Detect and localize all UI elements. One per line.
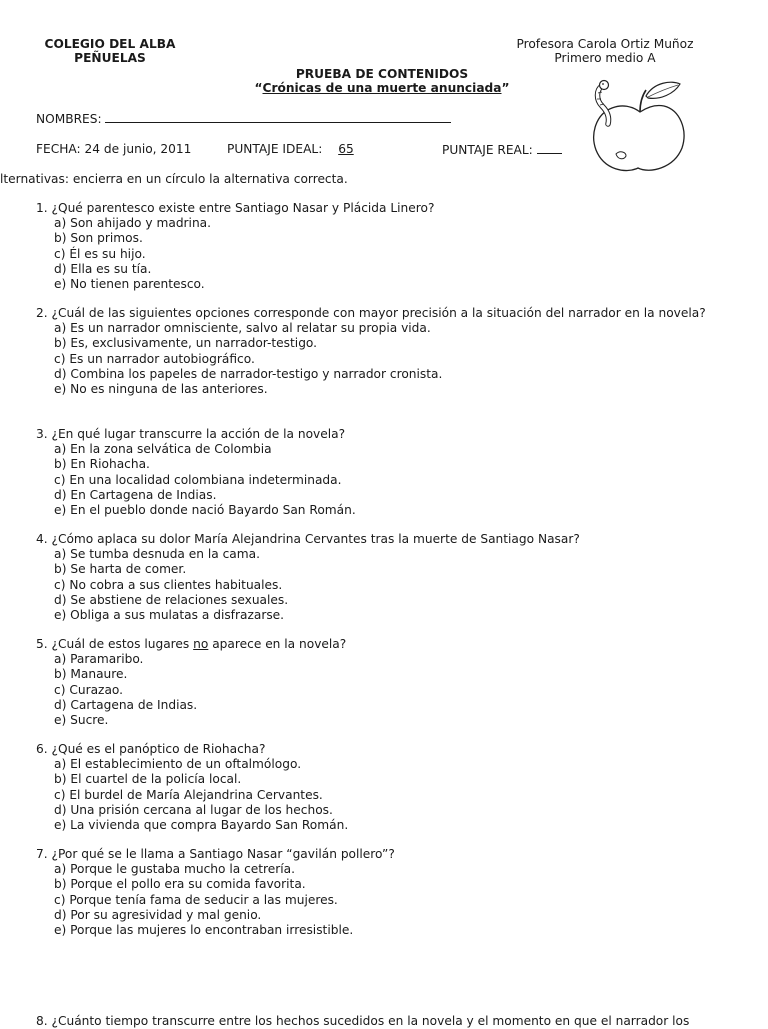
option-b[interactable]: b) El cuartel de la policía local.	[54, 772, 242, 787]
school-name-line1: COLEGIO DEL ALBA	[44, 37, 176, 51]
option-a[interactable]: a) Paramaribo.	[54, 652, 144, 667]
option-a[interactable]: a) Son ahijado y madrina.	[54, 216, 212, 231]
question-text: 2. ¿Cuál de las siguientes opciones corresponde con mayor precisión a la situación del narrador en la novela?	[36, 306, 706, 320]
option-c[interactable]: c) El burdel de María Alejandrina Cervantes.	[54, 787, 323, 802]
option-d[interactable]: d) En Cartagena de Indias.	[54, 487, 217, 502]
option-a[interactable]: a) El establecimiento de un oftalmólogo.	[54, 757, 302, 772]
option-d[interactable]: d) Una prisión cercana al lugar de los hechos.	[54, 802, 333, 817]
question-text-before: 5. ¿Cuál de estos lugares	[36, 637, 194, 651]
question-6	[36, 742, 733, 833]
question-text: 1. ¿Qué parentesco existe entre Santiago Nasar y Plácida Linero?	[36, 201, 435, 215]
option-e[interactable]: e) Obliga a sus mulatas a disfrazarse.	[54, 608, 285, 623]
option-b[interactable]: b) Manaure.	[54, 667, 128, 682]
option-d[interactable]: d) Por su agresividad y mal genio.	[54, 907, 262, 922]
option-a[interactable]: a) En la zona selvática de Colombia	[54, 442, 272, 457]
question-2	[36, 306, 733, 397]
instructions: lternativas: encierra en un círculo la alternativa correcta.	[0, 172, 348, 186]
option-e[interactable]: e) Sucre.	[54, 713, 109, 728]
question-text-underlined: no	[193, 637, 209, 651]
option-a[interactable]: a) Porque le gustaba mucho la cetrería.	[54, 862, 296, 877]
question-text: 3. ¿En qué lugar transcurre la acción de la novela?	[36, 427, 346, 441]
option-c[interactable]: c) No cobra a sus clientes habituales.	[54, 577, 283, 592]
question-text-after: aparece en la novela?	[208, 637, 347, 651]
question-5	[36, 637, 733, 728]
ideal-score-value: 65	[338, 142, 354, 156]
question-3	[36, 427, 733, 518]
question-text: 7. ¿Por qué se le llama a Santiago Nasar “gavilán pollero”?	[36, 847, 395, 861]
school-name-line2: PEÑUELAS	[74, 51, 146, 65]
teacher-name: Profesora Carola Ortiz Muñoz	[516, 37, 694, 51]
option-e[interactable]: e) No es ninguna de las anteriores.	[54, 382, 268, 397]
question-text: 4. ¿Cómo aplaca su dolor María Alejandrina Cervantes tras la muerte de Santiago Nasar?	[36, 532, 580, 546]
option-b[interactable]: b) Son primos.	[54, 231, 143, 246]
option-d[interactable]: d) Ella es su tía.	[54, 261, 152, 276]
option-b[interactable]: b) En Riohacha.	[54, 457, 150, 472]
book-title	[212, 81, 552, 96]
question-text	[36, 637, 733, 652]
names-blank-line[interactable]	[105, 111, 451, 123]
option-d[interactable]: d) Cartagena de Indias.	[54, 697, 198, 712]
option-b[interactable]: b) Es, exclusivamente, un narrador-testigo.	[54, 336, 318, 351]
question-text: 6. ¿Qué es el panóptico de Riohacha?	[36, 742, 266, 756]
option-e[interactable]: e) En el pueblo donde nació Bayardo San Román.	[54, 503, 356, 518]
option-b[interactable]: b) Se harta de comer.	[54, 562, 187, 577]
names-label: NOMBRES:	[36, 112, 102, 126]
option-d[interactable]: d) Combina los papeles de narrador-testigo y narrador cronista.	[54, 366, 443, 381]
ideal-score-field	[227, 142, 364, 157]
real-score-blank[interactable]	[537, 142, 562, 154]
option-c[interactable]: c) Curazao.	[54, 682, 124, 697]
option-d[interactable]: d) Se abstiene de relaciones sexuales.	[54, 592, 289, 607]
question-7	[36, 847, 733, 938]
quote-open: “	[254, 81, 263, 95]
option-e[interactable]: e) No tienen parentesco.	[54, 277, 205, 292]
option-c[interactable]: c) Él es su hijo.	[54, 246, 146, 261]
question-1	[36, 201, 733, 292]
course-name: Primero medio A	[554, 51, 656, 65]
option-a[interactable]: a) Se tumba desnuda en la cama.	[54, 547, 260, 562]
apple-worm-illustration	[582, 76, 694, 176]
option-c[interactable]: c) En una localidad colombiana indeterminada.	[54, 472, 342, 487]
option-c[interactable]: c) Es un narrador autobiográfico.	[54, 351, 255, 366]
real-score-label: PUNTAJE REAL:	[442, 143, 533, 157]
option-c[interactable]: c) Porque tenía fama de seducir a las mujeres.	[54, 892, 338, 907]
question-4	[36, 532, 733, 623]
quote-close: ”	[501, 81, 510, 95]
names-field	[36, 111, 451, 127]
ideal-score-label: PUNTAJE IDEAL:	[227, 142, 323, 156]
real-score-field	[442, 142, 562, 158]
test-title: PRUEBA DE CONTENIDOS	[295, 67, 469, 81]
option-b[interactable]: b) Porque el pollo era su comida favorita.	[54, 877, 306, 892]
question-8-partial: 8. ¿Cuánto tiempo transcurre entre los hechos sucedidos en la novela y el momento en que el narrador los	[36, 1014, 690, 1028]
book-title-text: Crónicas de una muerte anunciada	[262, 81, 502, 95]
option-a[interactable]: a) Es un narrador omnisciente, salvo al relatar su propia vida.	[54, 321, 431, 336]
option-e[interactable]: e) La vivienda que compra Bayardo San Román.	[54, 818, 349, 833]
date-label: FECHA: 24 de junio, 2011	[36, 142, 192, 156]
option-e[interactable]: e) Porque las mujeres lo encontraban irresistible.	[54, 923, 354, 938]
